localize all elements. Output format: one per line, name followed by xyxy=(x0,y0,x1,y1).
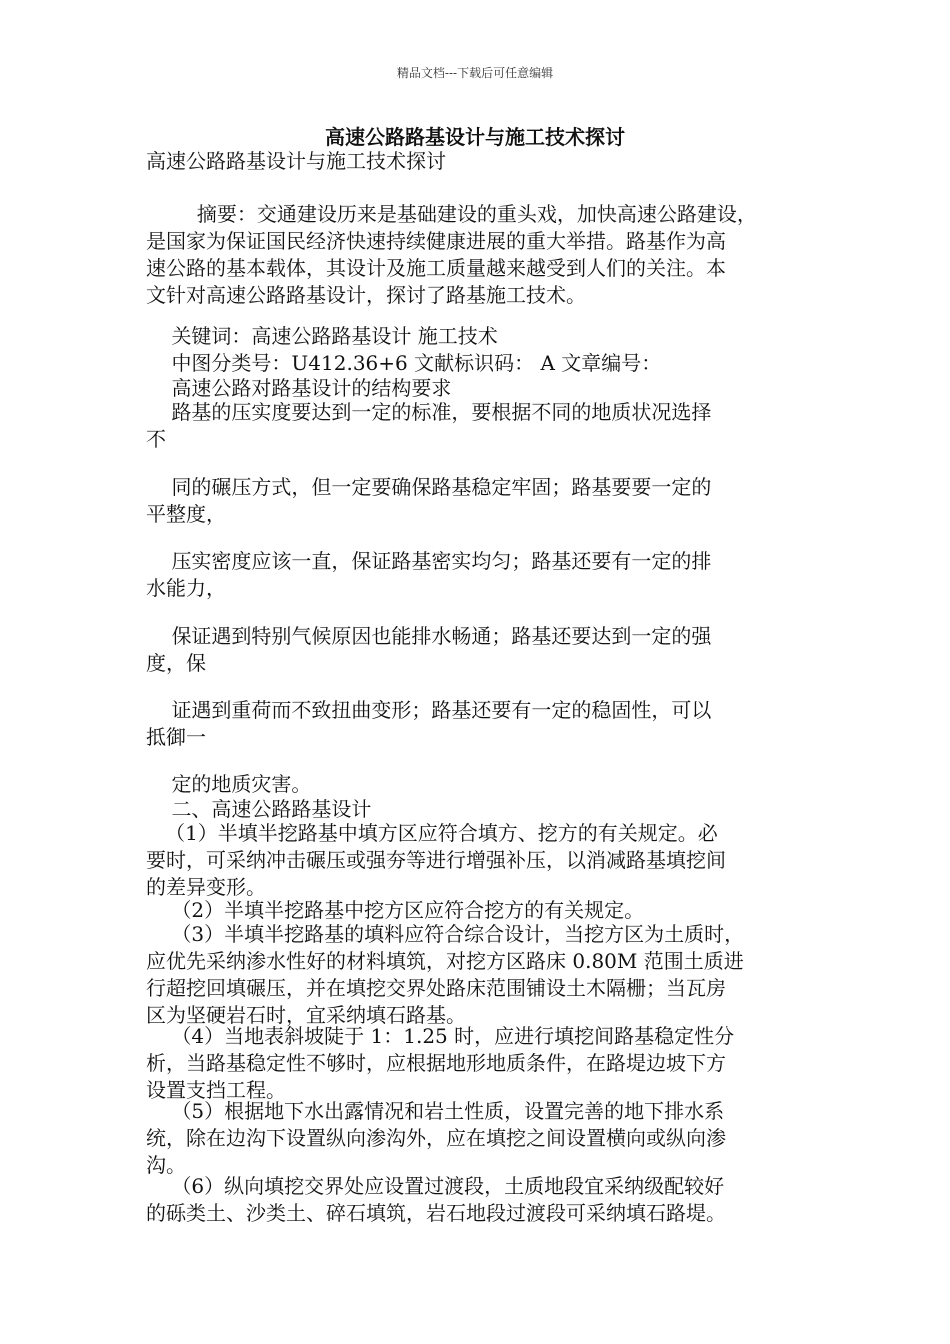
classification-line: 中图分类号：U412.36+6 文献标识码： A 文章编号： xyxy=(146,351,662,375)
requirement-paragraph: 证遇到重荷而不致扭曲变形；路基还要有一定的稳固性，可以 抵御一 xyxy=(146,698,712,749)
list-item: （3）半填半挖路基的填料应符合综合设计，当挖方区为土质时， 应优先采纳渗水性好的材料填筑，对挖方区路床 0.80M 范围土质进 行超挖回填碾压，并在填挖交界处路床范围铺设土木隔栅；当瓦房 区为坚硬岩石时，宜采纳填石路基。 xyxy=(146,922,745,1027)
document-subtitle: 高速公路路基设计与施工技术探讨 xyxy=(146,149,446,173)
list-item: （5）根据地下水出露情况和岩土性质，设置完善的地下排水系 统，除在边沟下设置纵向渗沟外，应在填挖之间设置横向或纵向渗 沟。 xyxy=(146,1099,726,1177)
requirement-paragraph: 同的碾压方式，但一定要确保路基稳定牢固；路基要要一定的 平整度， xyxy=(146,475,712,526)
list-item: （1）半填半挖路基中填方区应符合填方、挖方的有关规定。必 要时，可采纳冲击碾压或强夯等进行增强补压，以消减路基填挖间 的差异变形。 xyxy=(146,821,726,899)
list-item: （6）纵向填挖交界处应设置过渡段，土质地段宜采纳级配较好 的砾类土、沙类土、碎石填筑，岩石地段过渡段可采纳填石路堤。 xyxy=(146,1174,726,1225)
section-heading: 二、高速公路路基设计 xyxy=(146,797,372,821)
requirement-paragraph: 定的地质灾害。 xyxy=(146,772,312,796)
requirement-paragraph: 保证遇到特别气候原因也能排水畅通；路基还要达到一定的强 度，保 xyxy=(146,624,712,675)
requirement-paragraph: 路基的压实度要达到一定的标准，要根据不同的地质状况选择 不 xyxy=(146,400,712,451)
abstract-paragraph: 摘要：交通建设历来是基础建设的重头戏，加快高速公路建设， 是国家为保证国民经济快速持续健康进展的重大举措。路基作为高 速公路的基本载体，其设计及施工质量越来越受到人们的关注。本 文针对高速公路路基设计，探讨了路基施工技术。 xyxy=(146,202,757,307)
page-header: 精品文档---下载后可任意编辑 xyxy=(396,66,554,80)
document-title: 高速公路路基设计与施工技术探讨 xyxy=(325,125,625,149)
keywords-line: 关键词：高速公路路基设计 施工技术 xyxy=(146,324,498,348)
requirement-paragraph: 压实密度应该一直，保证路基密实均匀；路基还要有一定的排 水能力， xyxy=(146,549,712,600)
list-item: （4）当地表斜坡陡于 1：1.25 时，应进行填挖间路基稳定性分 析，当路基稳定性不够时，应根据地形地质条件，在路堤边坡下方 设置支挡工程。 xyxy=(146,1024,735,1102)
section-heading: 高速公路对路基设计的结构要求 xyxy=(146,376,452,400)
list-item: （2）半填半挖路基中挖方区应符合挖方的有关规定。 xyxy=(146,898,645,922)
